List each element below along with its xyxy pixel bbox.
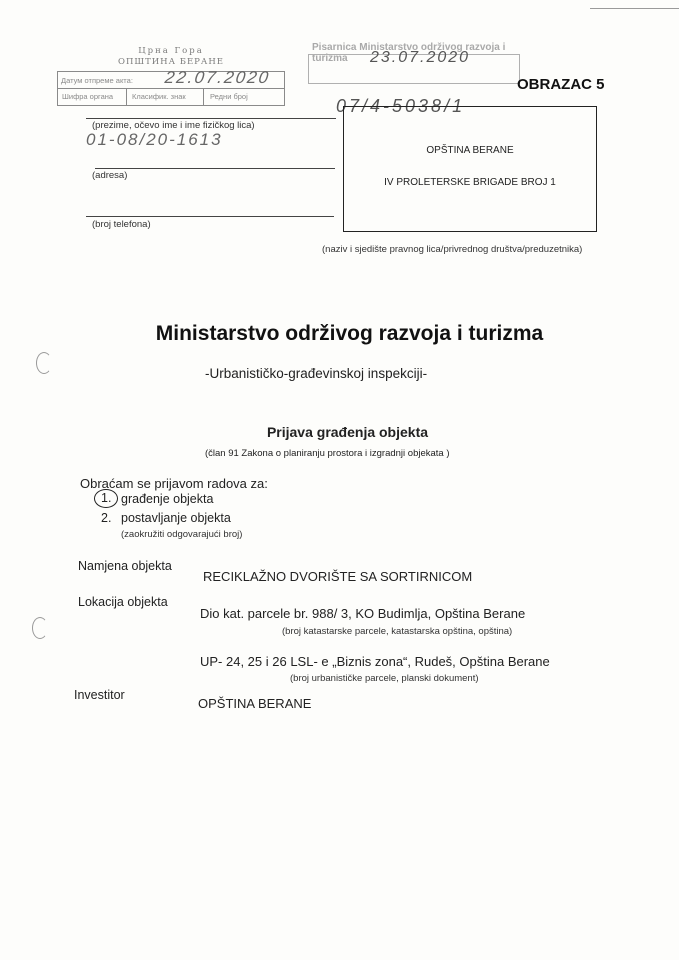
stamp-left-handwritten-date: 22.07.2020 xyxy=(163,68,272,87)
stamp-left-col1: Шифра органа xyxy=(62,92,114,101)
stamp-right-handwritten-number: 07/4-5038/1 xyxy=(336,96,466,116)
application-title-row xyxy=(0,424,679,442)
stamp-right-handwritten-date: 23.07.2020 xyxy=(370,49,471,66)
purpose-value: RECIKLAŽNO DVORIŠTE SA SORTIRNICOM xyxy=(203,569,473,584)
stamp-left-handwritten-number: 01-08/20-1613 xyxy=(86,130,223,149)
cadastral-note: (broj katastarske parcele, katastarska opština, opština) xyxy=(282,626,513,637)
option-2-number: 2. xyxy=(101,511,112,525)
scan-edge-line xyxy=(590,8,679,9)
urban-parcel-note: (broj urbanističke parcele, planski dokument) xyxy=(290,673,479,684)
location-label: Lokacija objekta xyxy=(78,595,168,609)
registry-stamp-right xyxy=(308,40,520,84)
cadastral-value: Dio kat. parcele br. 988/ 3, KO Budimlja, Opština Berane xyxy=(200,606,526,621)
ministry-title: Ministarstvo održivog razvoja i turizma xyxy=(155,322,544,345)
legal-entity-box xyxy=(343,106,597,232)
legal-entity-address: IV PROLETERSKE BRIGADE BROJ 1 xyxy=(384,177,556,188)
options-note: (zaokružiti odgovarajući broj) xyxy=(121,529,243,540)
urban-parcel-value: UP- 24, 25 i 26 LSL- e „Biznis zona“, Rudeš, Opština Berane xyxy=(200,654,550,669)
form-id: OBRAZAC 5 xyxy=(517,76,605,93)
address-caption: (adresa) xyxy=(92,170,128,181)
legal-entity-name: OPŠTINA BERANE xyxy=(426,145,514,156)
registry-stamp-left xyxy=(57,46,285,106)
address-line xyxy=(95,168,335,169)
option-1-text: građenje objekta xyxy=(121,492,214,506)
option-2-text: postavljanje objekta xyxy=(121,511,231,525)
stamp-left-line1: Црна Гора xyxy=(138,46,204,56)
punch-hole-top xyxy=(36,352,52,374)
application-title: Prijava građenja objekta xyxy=(266,424,429,440)
legal-entity-caption: (naziv i sjedište pravnog lica/privrednog društva/preduzetnika) xyxy=(322,244,583,255)
application-intro: Obraćam se prijavom radova za: xyxy=(80,476,268,491)
stamp-left-col3: Редни број xyxy=(210,92,248,101)
name-caption: (prezime, očevo ime i ime fizičkog lica) xyxy=(92,120,255,131)
ministry-title-row xyxy=(0,322,679,346)
phone-line xyxy=(86,216,334,217)
stamp-left-col2: Класифик. знак xyxy=(132,92,186,101)
investor-value: OPŠTINA BERANE xyxy=(198,696,312,711)
option-1-number: 1. xyxy=(101,491,112,505)
name-line xyxy=(86,118,336,119)
investor-label: Investitor xyxy=(74,688,125,702)
phone-caption: (broj telefona) xyxy=(92,219,151,230)
purpose-label: Namjena objekta xyxy=(78,559,172,573)
stamp-left-line2: ОПШТИНА БЕРАНЕ xyxy=(118,57,224,67)
ministry-subtitle: -Urbanističko-građevinskoj inspekciji- xyxy=(205,366,428,381)
stamp-right-header: Pisarnica Ministarstvo održivog razvoja i turizma xyxy=(312,42,506,64)
stamp-left-date-label: Датум отпреме акта: xyxy=(61,76,133,85)
legal-reference: (član 91 Zakona o planiranju prostora i izgradnji objekata ) xyxy=(205,448,450,459)
punch-hole-bottom xyxy=(32,617,48,639)
